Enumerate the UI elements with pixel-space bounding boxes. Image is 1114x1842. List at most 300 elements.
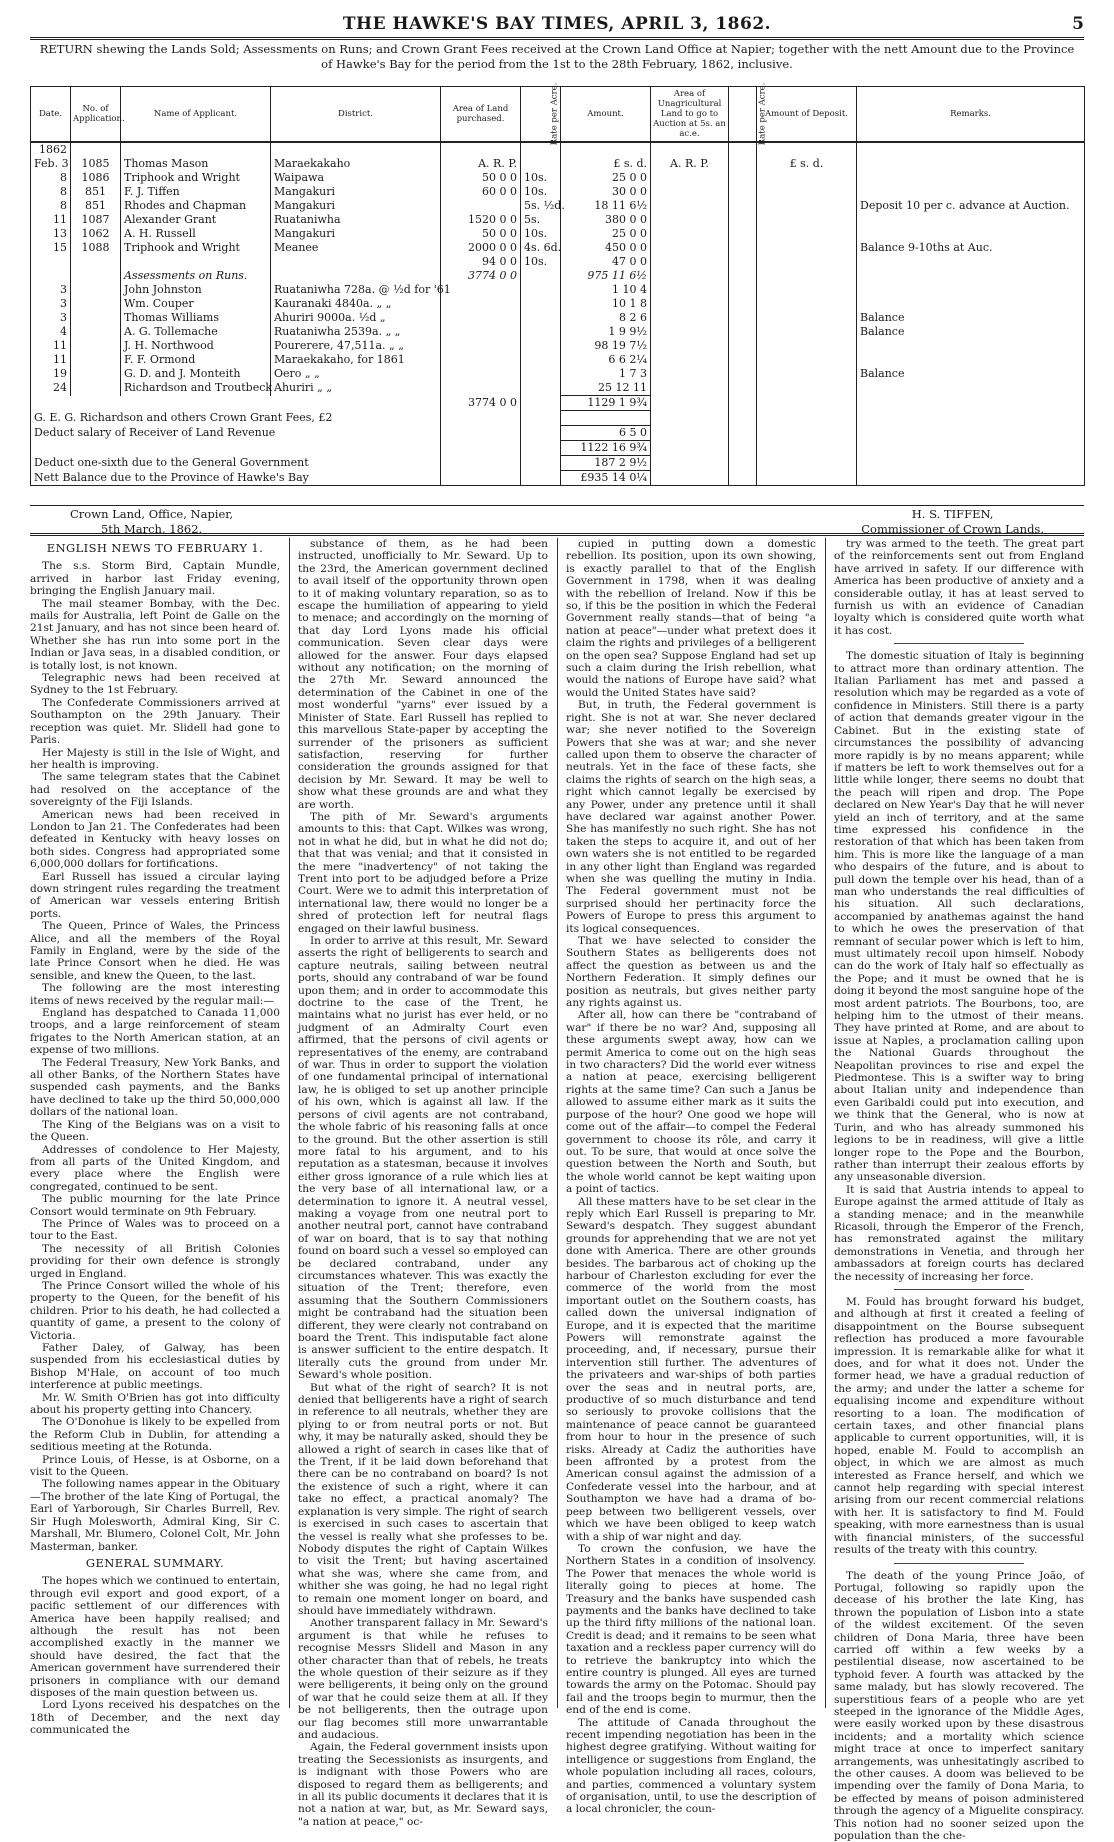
cell-rate2 — [729, 185, 757, 199]
total-rate — [521, 456, 561, 471]
cell-name: Assessments on Runs. — [121, 269, 271, 283]
cell-remarks — [857, 185, 1085, 199]
total-rate — [521, 441, 561, 456]
cell-remarks: Balance — [857, 367, 1085, 381]
table-row — [31, 157, 1085, 171]
cell-rate — [521, 339, 561, 353]
column-rule — [557, 538, 558, 1708]
column-separator — [894, 1563, 1024, 1564]
article-paragraph: try was armed to the teeth. The great part of the reinforcements sent out from England have arrived in safety. If our difference with America has been productive of anxiety and a considerable outlay, it has at least served to furnish us with an evidence of Canadian loyalty which is considered quite worth what it has cost. — [834, 538, 1084, 637]
cell-no — [71, 325, 121, 339]
cell-date: 8 — [31, 185, 71, 199]
section-rule — [30, 533, 1084, 536]
newspaper-title: THE HAWKE'S BAY TIMES, APRIL 3, 1862. — [30, 14, 1084, 34]
header-applicant: Name of Applicant. — [121, 87, 271, 143]
cell-rate2 — [729, 283, 757, 297]
cell-remarks — [857, 227, 1085, 241]
cell-date: 15 — [31, 241, 71, 255]
table-row — [31, 227, 1085, 241]
total-area — [441, 441, 521, 456]
cell-no: 1087 — [71, 213, 121, 227]
cell-date: 3 — [31, 311, 71, 325]
office-date: 5th March, 1862. — [70, 522, 233, 537]
cell-remarks — [857, 142, 1085, 157]
cell-rate: 4s. 6d. — [521, 241, 561, 255]
total-amount: 187 2 9½ — [561, 456, 651, 471]
cell-area — [441, 353, 521, 367]
cell-name: Triphook and Wright — [121, 241, 271, 255]
header-rate-2: Rate per Acre. — [729, 87, 757, 143]
news-paragraph: The O'Donohue is likely to be expelled from the Reform Club in Dublin, for attending a seditious meeting at the Rotunda. — [30, 1416, 280, 1453]
total-empty — [857, 426, 1085, 441]
total-area: 3774 0 0 — [441, 396, 521, 411]
cell-amount: 47 0 0 — [561, 255, 651, 269]
total-empty — [857, 456, 1085, 471]
cell-remarks: Deposit 10 per c. advance at Auction. — [857, 199, 1085, 213]
cell-rate2 — [729, 367, 757, 381]
italy-paragraph: It is said that Austria intends to appeal to Europe against the armed attitude of Italy as a standing menace; and in the meanwhile Ricasoli, through the Emperor of the French, has remonstrated against the military demonstrations in Venetia, and through her ambassadors at foreign courts has declared the necessity of increasing her force. — [834, 1184, 1084, 1283]
news-paragraph: The Prince Consort willed the whole of his property to the Queen, for the benefit of his children. Prior to his death, he had collected a quantity of game, a present to the colony of Victoria. — [30, 1280, 280, 1342]
cell-remarks: Balance — [857, 311, 1085, 325]
cell-area: 1520 0 0 — [441, 213, 521, 227]
total-empty — [651, 441, 729, 456]
cell-name: John Johnston — [121, 283, 271, 297]
cell-district: Ruataniwha — [271, 213, 441, 227]
signer-title: Commissioner of Crown Lands. — [861, 522, 1044, 537]
cell-area: 2000 0 0 — [441, 241, 521, 255]
column-4 — [834, 538, 1084, 1708]
cell-area — [441, 339, 521, 353]
cell-area2 — [651, 255, 729, 269]
cell-no — [71, 142, 121, 157]
total-amount — [561, 411, 651, 426]
news-paragraph: The mail steamer Bombay, with the Dec. mails for Australia, left Point de Galle on the 21st January, and has not since been heard of. Whether she has run into some port in the Indian or Java seas, in a disabled condition, or is totally lost, is not known. — [30, 598, 280, 672]
cell-area2: A. R. P. — [651, 157, 729, 171]
cell-area — [441, 367, 521, 381]
cell-rate2 — [729, 199, 757, 213]
total-empty — [729, 471, 757, 486]
cell-name: A. H. Russell — [121, 227, 271, 241]
total-empty — [857, 411, 1085, 426]
cell-deposit — [757, 325, 857, 339]
news-paragraph: American news had been received in London to Jan 21. The Confederates had been defeated in Kentucky with heavy losses on both sides. Congress had appropriated some 6,000,000 dollars for fortifications. — [30, 809, 280, 871]
cell-amount: 30 0 0 — [561, 185, 651, 199]
cell-name: Triphook and Wright — [121, 171, 271, 185]
cell-amount: 10 1 8 — [561, 297, 651, 311]
cell-area: 50 0 0 — [441, 227, 521, 241]
cell-rate2 — [729, 339, 757, 353]
cell-area: 94 0 0 — [441, 255, 521, 269]
cell-rate: 10s. — [521, 227, 561, 241]
cell-rate2 — [729, 269, 757, 283]
cell-rate2 — [729, 311, 757, 325]
news-paragraph: Addresses of condolence to Her Majesty, from all parts of the United Kingdom, and every place where the English were congregated, continued to be sent. — [30, 1144, 280, 1194]
cell-amount: 8 2 6 — [561, 311, 651, 325]
header-remarks: Remarks. — [857, 87, 1085, 143]
total-area — [441, 411, 521, 426]
cell-area2 — [651, 297, 729, 311]
cell-date: 11 — [31, 339, 71, 353]
cell-no — [71, 367, 121, 381]
cell-remarks — [857, 213, 1085, 227]
total-area — [441, 456, 521, 471]
cell-amount: £ s. d. — [561, 157, 651, 171]
news-paragraph: England has despatched to Canada 11,000 troops, and a large reinforcement of steam frigates to the North American station, at an expense of two millions. — [30, 1007, 280, 1057]
cell-deposit — [757, 255, 857, 269]
cell-remarks — [857, 283, 1085, 297]
total-empty — [651, 471, 729, 486]
cell-district: Maraekakaho, for 1861 — [271, 353, 441, 367]
cell-rate2 — [729, 241, 757, 255]
cell-deposit — [757, 227, 857, 241]
cell-area — [441, 199, 521, 213]
news-paragraph: The same telegram states that the Cabinet had resolved on the acceptance of the sovereignty of the Fiji Islands. — [30, 771, 280, 808]
total-empty — [857, 396, 1085, 411]
cell-area — [441, 325, 521, 339]
cell-amount: 6 6 2¼ — [561, 353, 651, 367]
cell-name: A. G. Tollemache — [121, 325, 271, 339]
news-paragraph: Telegraphic news had been received at Sydney to the 1st February. — [30, 672, 280, 697]
total-empty — [757, 441, 857, 456]
column-2 — [298, 538, 548, 1708]
cell-name: Richardson and Troutbeck — [121, 381, 271, 396]
cell-rate2 — [729, 255, 757, 269]
total-label: G. E. G. Richardson and others Crown Grant Fees, £2 — [31, 411, 441, 426]
cell-district — [271, 269, 441, 283]
cell-amount: 25 0 0 — [561, 227, 651, 241]
total-empty — [757, 456, 857, 471]
cell-name — [121, 255, 271, 269]
cell-name: Thomas Mason — [121, 157, 271, 171]
cell-date: 13 — [31, 227, 71, 241]
land-return-table — [30, 86, 1085, 486]
cell-area: 50 0 0 — [441, 171, 521, 185]
table-row — [31, 297, 1085, 311]
cell-deposit — [757, 213, 857, 227]
news-paragraph: The public mourning for the late Prince Consort would terminate on 9th February. — [30, 1193, 280, 1218]
cell-deposit — [757, 199, 857, 213]
cell-rate — [521, 283, 561, 297]
cell-rate2 — [729, 213, 757, 227]
total-row — [31, 456, 1085, 471]
table-header-row — [31, 87, 1085, 143]
cell-amount: 1 10 4 — [561, 283, 651, 297]
cell-amount — [561, 142, 651, 157]
masthead-rule — [30, 37, 1084, 40]
cell-no: 1088 — [71, 241, 121, 255]
header-district: District. — [271, 87, 441, 143]
table-row — [31, 381, 1085, 396]
cell-district — [271, 255, 441, 269]
masthead — [30, 14, 1084, 36]
cell-area — [441, 311, 521, 325]
column-3 — [566, 538, 816, 1708]
header-rate: Rate per Acre. — [521, 87, 561, 143]
cell-rate — [521, 269, 561, 283]
cell-rate — [521, 325, 561, 339]
cell-amount: 25 12 11 — [561, 381, 651, 396]
article-paragraph: That we have selected to consider the Southern States as belligerents does not affect the question as between us and the Northern Federation. It simply defines our position as neutrals, but gives neither party any rights against us. — [566, 935, 816, 1009]
table-row — [31, 241, 1085, 255]
cell-rate2 — [729, 142, 757, 157]
cell-no: 1085 — [71, 157, 121, 171]
footer-rule — [30, 505, 1084, 506]
cell-amount: 975 11 6½ — [561, 269, 651, 283]
total-rate — [521, 411, 561, 426]
article-paragraph: All these matters have to be set clear in the reply which Earl Russell is preparing to Mr. Seward's despatch. They suggest abundant grounds for apprehending that we are not yet done with America. There are other grounds besides. The barbarous act of choking up the harbour of Charleston excluding for ever the commerce of the world from the most important outlet on the Southern coasts, has called down the universal indignation of Europe, and it is expected that the maritime Powers will remonstrate against the proceeding, and, if necessary, pursue their intervention still further. The adventures of the privateers and war-ships of both parties over the seas and in neutral ports, are, productive of so much disturbance and tend so seriously to provoke collisions that the maintenance of peace cannot be guaranteed from hour to hour in the presence of such risks. Already at Cadiz the authorities have been affronted by a protest from the American consul against the admission of a Confederate vessel into the harbour, and at Southampton we have had a drama of bo-peep between two belligerent vessels, over which we have been obliged to keep watch with a ship of war night and day. — [566, 1196, 816, 1543]
cell-rate2 — [729, 157, 757, 171]
cell-district: Ahuriri 9000a. ½d „ — [271, 311, 441, 325]
cell-deposit — [757, 353, 857, 367]
table-row — [31, 353, 1085, 367]
news-paragraph: Father Daley, of Galway, has been suspended from his ecclesiastical duties by Bishop M'Hale, on account of too much interference at public meetings. — [30, 1342, 280, 1392]
cell-no — [71, 381, 121, 396]
total-empty — [729, 456, 757, 471]
table-row — [31, 311, 1085, 325]
cell-date — [31, 255, 71, 269]
table-row — [31, 325, 1085, 339]
cell-no — [71, 269, 121, 283]
cell-area: 60 0 0 — [441, 185, 521, 199]
cell-area2 — [651, 171, 729, 185]
cell-deposit — [757, 283, 857, 297]
article-paragraph: substance of them, as he had been instructed, unofficially to Mr. Seward. Up to the 23rd, the American government declined to avail itself of the opportunity thrown open to it of making voluntary reparation, so as to escape the humiliation of appearing to yield to menace; and accordingly on the morning of that day Lord Lyons made his official communication. Seven clear days were allowed for the answer. Four days elapsed without any notification; on the morning of the 27th Mr. Seward announced the determination of the Cabinet in one of the most wonderful "yarns" ever issued by a Minister of State. Earl Russell has replied to this marvellous State-paper by accepting the surrender of the prisoners as sufficient satisfaction, reserving for further consideration the grounds assigned for that decision by Mr. Seward. It may be well to show what these grounds are and what they are worth. — [298, 538, 548, 811]
cell-rate2 — [729, 353, 757, 367]
cell-district: Waipawa — [271, 171, 441, 185]
news-paragraph: The necessity of all British Colonies providing for their own defence is strongly urged in England. — [30, 1243, 280, 1280]
cell-remarks — [857, 171, 1085, 185]
article-paragraph: But, in truth, the Federal government is right. She is not at war. She never declared war; she never notified to the Sovereign Powers that she was at war; and she never called upon them to observe the character of neutrals. Yet in the face of these facts, she claims the rights of search on the high seas, a right which cannot legally be exercised by any Power, under any pretence until it shall have declared war against another Power. She has manifestly no such right. She has not taken the steps to acquire it, and out of her own waters she is not entitled to be regarded in any other light than England was regarded when she was quelling the mutiny in India. The Federal government must not be surprised should her pertinacity force the Powers of Europe to press this argument to its logical consequences. — [566, 699, 816, 935]
cell-amount: 98 19 7½ — [561, 339, 651, 353]
cell-remarks — [857, 339, 1085, 353]
header-date: Date. — [31, 87, 71, 143]
cell-date: 11 — [31, 353, 71, 367]
cell-area2 — [651, 381, 729, 396]
news-paragraph: The following names appear in the Obituary —The brother of the late King of Portugal, the Earl of Yarborough, Sir Charles Burrell, Rev. Sir Hugh Molesworth, Admiral King, Sir C. Marshall, Mr. Blumero, Colonel Colt, Mr. John Masterman, banker. — [30, 1478, 280, 1552]
news-paragraph: Her Majesty is still in the Isle of Wight, and her health is improving. — [30, 747, 280, 772]
cell-area — [441, 381, 521, 396]
cell-area2 — [651, 353, 729, 367]
cell-district: Ahuriri „ „ — [271, 381, 441, 396]
article-paragraph: cupied in putting down a domestic rebellion. Its position, upon its own showing, is exactly parallel to that of the English Government in 1798, when it was dealing with the rebellion of Ireland. Now if this be so, if this be the position in which the Federal Government really stands—that of being "a nation at peace"—under what pretext does it claim the rights and privileges of a belligerent on the open sea? Suppose England had set up such a claim during the Irish rebellion, what would the nations of Europe have said? what would the United States have said? — [566, 538, 816, 699]
cell-remarks — [857, 255, 1085, 269]
total-rate — [521, 396, 561, 411]
column-1 — [30, 538, 280, 1708]
header-deposit: Amount of Deposit. — [757, 87, 857, 143]
total-empty — [729, 396, 757, 411]
cell-deposit — [757, 339, 857, 353]
total-amount: 1122 16 9¾ — [561, 441, 651, 456]
cell-name: G. D. and J. Monteith — [121, 367, 271, 381]
cell-area: A. R. P. — [441, 157, 521, 171]
cell-deposit — [757, 367, 857, 381]
cell-date: Feb. 3 — [31, 157, 71, 171]
cell-amount: 450 0 0 — [561, 241, 651, 255]
cell-amount: 25 0 0 — [561, 171, 651, 185]
cell-area — [441, 283, 521, 297]
cell-no — [71, 311, 121, 325]
article-paragraph: Another transparent fallacy in Mr. Seward's argument is that while he refuses to recognise Messrs Slidell and Mason in any other character than that of rebels, he treats the whole question of their seizure as if they were belligerents, it being only on the ground of war that he could seize them at all. If they be not belligerents, then the outrage upon our flag becomes still more unwarrantable and audacious. — [298, 1617, 548, 1741]
cell-no: 851 — [71, 199, 121, 213]
total-empty — [729, 441, 757, 456]
cell-no — [71, 339, 121, 353]
total-label — [31, 441, 441, 456]
cell-area2 — [651, 185, 729, 199]
total-empty — [757, 411, 857, 426]
total-empty — [857, 471, 1085, 486]
general-summary-heading: GENERAL SUMMARY. — [30, 1557, 280, 1569]
total-label: Nett Balance due to the Province of Hawke's Bay — [31, 471, 441, 486]
cell-no: 1086 — [71, 171, 121, 185]
article-paragraph: Again, the Federal government insists upon treating the Secessionists as insurgents, and is indignant with those Powers who are disposed to regard them as belligerents; and in all its public documents it declares that it is not a nation at war, but, as Mr. Seward says, "a nation at peace," oc- — [298, 1741, 548, 1828]
total-label: Deduct one-sixth due to the General Government — [31, 456, 441, 471]
cell-remarks: Balance 9-10ths at Auc. — [857, 241, 1085, 255]
news-paragraph: The Prince of Wales was to proceed on a tour to the East. — [30, 1218, 280, 1243]
cell-area2 — [651, 339, 729, 353]
cell-district: Ruataniwha 2539a. „ „ — [271, 325, 441, 339]
total-area — [441, 426, 521, 441]
table-row — [31, 171, 1085, 185]
cell-rate2 — [729, 227, 757, 241]
cell-area2 — [651, 199, 729, 213]
cell-no — [71, 353, 121, 367]
cell-rate: 10s. — [521, 185, 561, 199]
cell-rate2 — [729, 171, 757, 185]
header-amount: Amount. — [561, 87, 651, 143]
total-empty — [757, 426, 857, 441]
column-separator — [894, 1289, 1024, 1290]
total-empty — [857, 441, 1085, 456]
news-paragraph: The Queen, Prince of Wales, the Princess Alice, and all the members of the Royal Family in England, were by the side of the late Prince Consort when he died. He was sensible, and knew the Queen, to the last. — [30, 920, 280, 982]
cell-no — [71, 297, 121, 311]
cell-area2 — [651, 311, 729, 325]
table-row — [31, 339, 1085, 353]
cell-area2 — [651, 142, 729, 157]
summary-paragraph: Lord Lyons received his despatches on the 18th of December, and the next day communicated the — [30, 1699, 280, 1736]
cell-district: Maraekakaho — [271, 157, 441, 171]
total-row — [31, 426, 1085, 441]
cell-date: 11 — [31, 213, 71, 227]
italy-paragraph: The domestic situation of Italy is beginning to attract more than ordinary attention. The Italian Parliament has met and passed a resolution which may be regarded as a vote of confidence in Ministers. Still there is a party of action that demands greater vigour in the Cabinet. But in the existing state of circumstances the possibility of advancing more rapidly is by no means apparent; while if matters be left to work themselves out for a little while longer, there seems no doubt that the peach will ripen and drop. The Pope declared on New Year's Day that he will never yield an inch of territory, and at the same time expressed his confidence in the restoration of that which has been taken from him. This is more like the language of a man who despairs of the future, and is about to pull down the temple over his head, than of a man who understands the real difficulties of his situation. All such declarations, accompanied by anathemas against the hand to which he owes the preservation of that remnant of secular power which is left to him, must ultimately recoil upon himself. Nobody can do the work of Italy half so effectually as the Pope; and it must be owned that he is doing it beyond the most sanguine hope of the most ardent patriots. The Bourbons, too, are helping him to the utmost of their means. They have printed at Rome, and are about to issue at Naples, a proclamation calling upon the National Guards throughout the Neapolitan provinces to rise and expel the Piedmontese. This is a swifter way to bring about Italian unity and independence than even Garibaldi could put into execution, and we think that the General, who is now at Turin, and who has already summoned his legions to be in readiness, will give a little longer rope to the Pope and the Bourbon, rather than interrupt their zealous efforts by any unseasonable diversion. — [834, 650, 1084, 1183]
cell-area: 3774 0 0 — [441, 269, 521, 283]
total-row — [31, 471, 1085, 486]
cell-rate: 5s. ½d. — [521, 199, 561, 213]
cell-deposit — [757, 311, 857, 325]
cell-name: Wm. Couper — [121, 297, 271, 311]
total-row — [31, 441, 1085, 456]
cell-rate2 — [729, 381, 757, 396]
header-area: Area of Land purchased. — [441, 87, 521, 143]
cell-area2 — [651, 213, 729, 227]
total-amount: 6 5 0 — [561, 426, 651, 441]
cell-date: 3 — [31, 283, 71, 297]
total-amount: 1129 1 9¾ — [561, 396, 651, 411]
total-empty — [651, 396, 729, 411]
cell-remarks — [857, 269, 1085, 283]
total-rate — [521, 471, 561, 486]
france-paragraph: M. Fould has brought forward his budget, and although at first it created a feeling of disappointment on the Bourse subsequent reflection has produced a more favourable impression. It is remarkable alike for what it does, and for what it does not. Under the former head, we have a gradual reduction of the army; and under the latter a scheme for equalising income and expenditure without resorting to a loan. The modification of certain taxes, and other financial plans applicable to current opportunities, will, it is hoped, enable M. Fould to accomplish an object, in which we are almost as much interested as France herself, and which we cannot help regarding with special interest arising from our recent commercial relations with her. It is satisfactory to find M. Fould speaking, with more earnestness than is usual with financial ministers, of the successful results of the treaty with this country. — [834, 1296, 1084, 1557]
cell-rate — [521, 353, 561, 367]
column-rule — [289, 538, 290, 1708]
cell-area — [441, 142, 521, 157]
article-paragraph: The attitude of Canada throughout the recent impending negotiation has been in the highest degree gratifying. Without waiting for intelligence or suggestions from England, the whole population including all races, colours, and parties, commenced a voluntary system of organisation, until, to use the description of a local chronicler, the coun- — [566, 1717, 816, 1816]
cell-area2 — [651, 367, 729, 381]
total-empty — [757, 396, 857, 411]
cell-date: 8 — [31, 171, 71, 185]
total-area — [441, 471, 521, 486]
cell-name: Alexander Grant — [121, 213, 271, 227]
cell-name: F. J. Tiffen — [121, 185, 271, 199]
cell-date: 24 — [31, 381, 71, 396]
cell-no: 1062 — [71, 227, 121, 241]
table-row — [31, 283, 1085, 297]
article-paragraph: In order to arrive at this result, Mr. Seward asserts the right of belligerents to search and capture neutrals, sailing between neutral ports, should any contraband of war be found upon them; and in order to accommodate this doctrine to the case of the Trent, he maintains what no jurist has ever held, or no judgment of an Admiralty Court even affirmed, that the persons of civil agents or representatives of the enemy, are contraband of war. Thus in order to support the violation of one fundamental principal of international law, he is obliged to set up another principle of his own, which is against all law. If the persons of civil agents are not contraband, the whole fabric of his reasoning falls at once to the ground. But the other assertion is still more fatal to his argument, and to his reputation as a statesman, because it involves either gross ignorance of a rule which lies at the very base of all international law, or a determination to ignore it. A neutral vessel, making a voyage from one neutral port to another neutral port, cannot have contraband of war on board, that is to say that nothing found on board such a vessel so employed can be declared contraband, under any circumstances whatever. This was exactly the situation of the Trent; therefore, even assuming that the Southern Commissioners might be contraband had the situation been different, they were clearly not contraband on board the Trent. This indisputable fact alone is answer sufficient to the entire despatch. It literally cuts the ground from under Mr. Seward's whole position. — [298, 935, 548, 1382]
total-empty — [729, 411, 757, 426]
cell-rate — [521, 297, 561, 311]
cell-district: Meanee — [271, 241, 441, 255]
news-paragraph: Prince Louis, of Hesse, is at Osborne, on a visit to the Queen. — [30, 1454, 280, 1479]
cell-area2 — [651, 269, 729, 283]
total-empty — [729, 426, 757, 441]
total-rate — [521, 426, 561, 441]
cell-name: Rhodes and Chapman — [121, 199, 271, 213]
cell-name: J. H. Northwood — [121, 339, 271, 353]
signer-name: H. S. TIFFEN, — [861, 507, 1044, 522]
table-row — [31, 199, 1085, 213]
office-line: Crown Land, Office, Napier, — [70, 507, 233, 522]
total-empty — [651, 456, 729, 471]
cell-rate: 5s. — [521, 213, 561, 227]
total-empty — [651, 426, 729, 441]
cell-district: Kauranaki 4840a. „ „ — [271, 297, 441, 311]
cell-deposit — [757, 297, 857, 311]
table-row — [31, 367, 1085, 381]
cell-date: 3 — [31, 297, 71, 311]
news-paragraph: The Confederate Commissioners arrived at Southampton on the 29th January. Their reception was quiet. Mr. Slidell had gone to Paris. — [30, 697, 280, 747]
cell-date: 19 — [31, 367, 71, 381]
portugal-paragraph: The death of the young Prince João, of Portugal, following so rapidly upon the decease of his brother the late King, has thrown the population of Lisbon into a state of the wildest excitement. Of the seven children of Dona Maria, three have been carried off within a few weeks by a pestilential disease, now ascertained to be typhoid fever. A fourth was attacked by the same malady, but has slowly recovered. The superstitious fears of a people who are yet steeped in the ignorance of the Middle Ages, were easily worked upon by these disastrous incidents; and a mortality which science might trace at once to imperfect sanitary arrangements, was unhesitatingly ascribed to the other causes. A doom was believed to be impending over the family of Dona Maria, to be effected by means of poison administered through the agency of a Miguelite conspiracy. This notion had no sooner seized upon the population than the che- — [834, 1570, 1084, 1842]
cell-district: Pourerere, 47,511a. „ „ — [271, 339, 441, 353]
header-application-no: No. of Application. — [71, 87, 121, 143]
table-row — [31, 185, 1085, 199]
cell-rate: 10s. — [521, 171, 561, 185]
cell-date: 1862 — [31, 142, 71, 157]
table-row — [31, 213, 1085, 227]
cell-deposit — [757, 171, 857, 185]
cell-deposit — [757, 381, 857, 396]
news-paragraph: Earl Russell has issued a circular laying down stringent rules regarding the treatment of American war vessels entering British ports. — [30, 871, 280, 921]
cell-rate2 — [729, 325, 757, 339]
cell-no: 851 — [71, 185, 121, 199]
total-row — [31, 411, 1085, 426]
cell-remarks — [857, 381, 1085, 396]
cell-name — [121, 142, 271, 157]
cell-deposit — [757, 142, 857, 157]
cell-amount: 18 11 6½ — [561, 199, 651, 213]
cell-amount: 1 7 3 — [561, 367, 651, 381]
header-unagricultural-area: Area of Unagricultural Land to go to Auction at 5s. an ac.e. — [651, 87, 729, 143]
table-row — [31, 255, 1085, 269]
total-label — [31, 396, 441, 411]
cell-area2 — [651, 241, 729, 255]
cell-amount: 380 0 0 — [561, 213, 651, 227]
cell-no — [71, 255, 121, 269]
cell-area2 — [651, 325, 729, 339]
summary-paragraph: The hopes which we continued to entertain, through evil export and good export, of a pacific settlement of our differences with America have been happily realised; and although the result has not been accomplished exactly in the manner we should have desired, the fact that the American government have surrendered their prisoners in compliance with our demand disposes of the main question between us. — [30, 1575, 280, 1699]
total-empty — [651, 411, 729, 426]
cell-no — [71, 283, 121, 297]
article-paragraph: After all, how can there be "contraband of war" if there be no war? And, supposing all these arguments swept away, how can we permit America to come out on the high seas in two characters? Did the world ever witness a nation at peace, exercising belligerent rights at the same time? Can such a Janus be allowed to assume either mark as it suits the purpose of the hour? One good we hope will come out of the affair—to compel the Federal government to choose its rôle, and carry it out. To be sure, that would at once solve the question between the North and South, but the whole world cannot be kept waiting upon a point of tactics. — [566, 1009, 816, 1195]
